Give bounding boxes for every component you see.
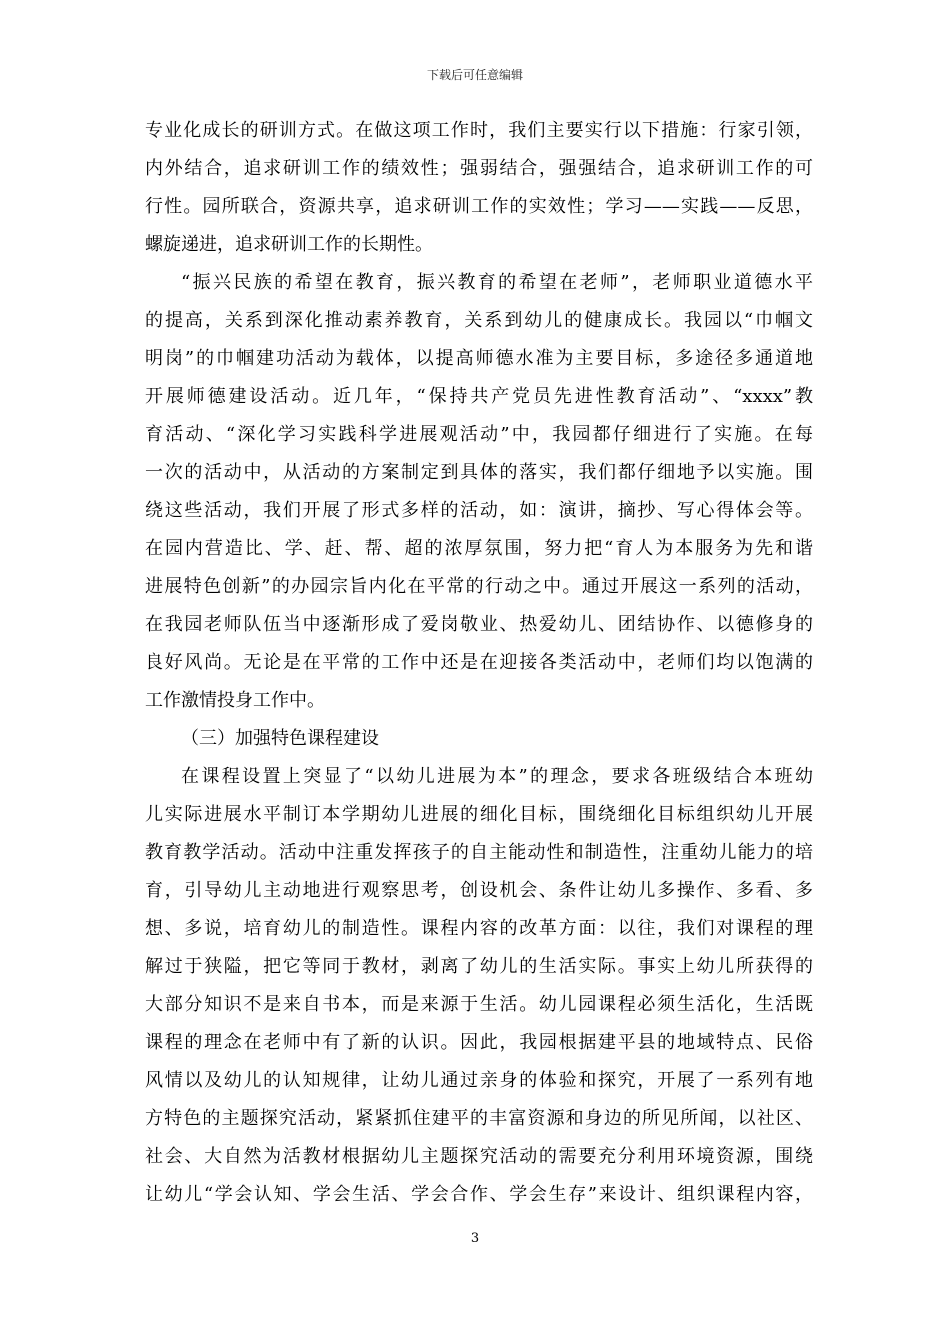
paragraph-line: 工作激情投身工作中。 [145,690,325,711]
paragraph-line: 想、多说，培育幼儿的制造性。课程内容的改革方面：以往，我们对课程的理 [145,918,813,939]
paragraph-line: 让幼儿“学会认知、学会生活、学会合作、学会生存”来设计、组织课程内容， [145,1184,813,1205]
paragraph-line: 螺旋递进，追求研训工作的长期性。 [145,234,433,255]
paragraph-line: 的提高，关系到深化推动素养教育，关系到幼儿的健康成长。我园以“巾帼文 [145,310,813,331]
section-heading: （三）加强特色课程建设 [181,728,379,749]
paragraph-line: 开展师德建设活动。近几年，“保持共产党员先进性教育活动”、“xxxx”教 [145,386,813,407]
paragraph-line: 绕这些活动，我们开展了形式多样的活动，如：演讲，摘抄、写心得体会等。 [145,500,813,521]
paragraph-line: 大部分知识不是来自书本，而是来源于生活。幼儿园课程必须生活化，生活既 [145,994,813,1015]
paragraph-line: 专业化成长的研训方式。在做这项工作时，我们主要实行以下措施：行家引领， [145,120,813,141]
paragraph-line: 行性。园所联合，资源共享，追求研训工作的实效性；学习——实践——反思， [145,196,813,217]
document-body [145,112,813,1214]
paragraph-line: 内外结合，追求研训工作的绩效性；强弱结合，强强结合，追求研训工作的可 [145,158,813,179]
paragraph-line: 课程的理念在老师中有了新的认识。因此，我园根据建平县的地域特点、民俗 [145,1032,813,1053]
paragraph-line: 在课程设置上突显了“以幼儿进展为本”的理念，要求各班级结合本班幼 [181,766,813,787]
paragraph-line: 进展特色创新”的办园宗旨内化在平常的行动之中。通过开展这一系列的活动， [145,576,813,597]
paragraph-line: 育活动、“深化学习实践科学进展观活动”中，我园都仔细进行了实施。在每 [145,424,813,445]
page-header: 下载后可任意编辑 [426,68,523,82]
paragraph-line: 在我园老师队伍当中逐渐形成了爱岗敬业、热爱幼儿、团结协作、以德修身的 [145,614,813,635]
paragraph-line: 社会、大自然为活教材根据幼儿主题探究活动的需要充分利用环境资源，围绕 [145,1146,813,1167]
paragraph-line: 良好风尚。无论是在平常的工作中还是在迎接各类活动中，老师们均以饱满的 [145,652,813,673]
paragraph-line: “振兴民族的希望在教育，振兴教育的希望在老师”，老师职业道德水平 [181,272,813,293]
page-number: 3 [470,1231,480,1246]
paragraph-line: 儿实际进展水平制订本学期幼儿进展的细化目标，围绕细化目标组织幼儿开展 [145,804,813,825]
paragraph-line: 风情以及幼儿的认知规律，让幼儿通过亲身的体验和探究，开展了一系列有地 [145,1070,813,1091]
paragraph-line: 育，引导幼儿主动地进行观察思考，创设机会、条件让幼儿多操作、多看、多 [145,880,813,901]
paragraph-line: 明岗”的巾帼建功活动为载体，以提高师德水准为主要目标，多途径多通道地 [145,348,813,369]
paragraph-line: 教育教学活动。活动中注重发挥孩子的自主能动性和制造性，注重幼儿能力的培 [145,842,813,863]
paragraph-line: 在园内营造比、学、赶、帮、超的浓厚氛围，努力把“育人为本服务为先和谐 [145,538,813,559]
paragraph-line: 一次的活动中，从活动的方案制定到具体的落实，我们都仔细地予以实施。围 [145,462,813,483]
paragraph-line: 方特色的主题探究活动，紧紧抓住建平的丰富资源和身边的所见所闻，以社区、 [145,1108,813,1129]
paragraph-line: 解过于狭隘，把它等同于教材，剥离了幼儿的生活实际。事实上幼儿所获得的 [145,956,813,977]
